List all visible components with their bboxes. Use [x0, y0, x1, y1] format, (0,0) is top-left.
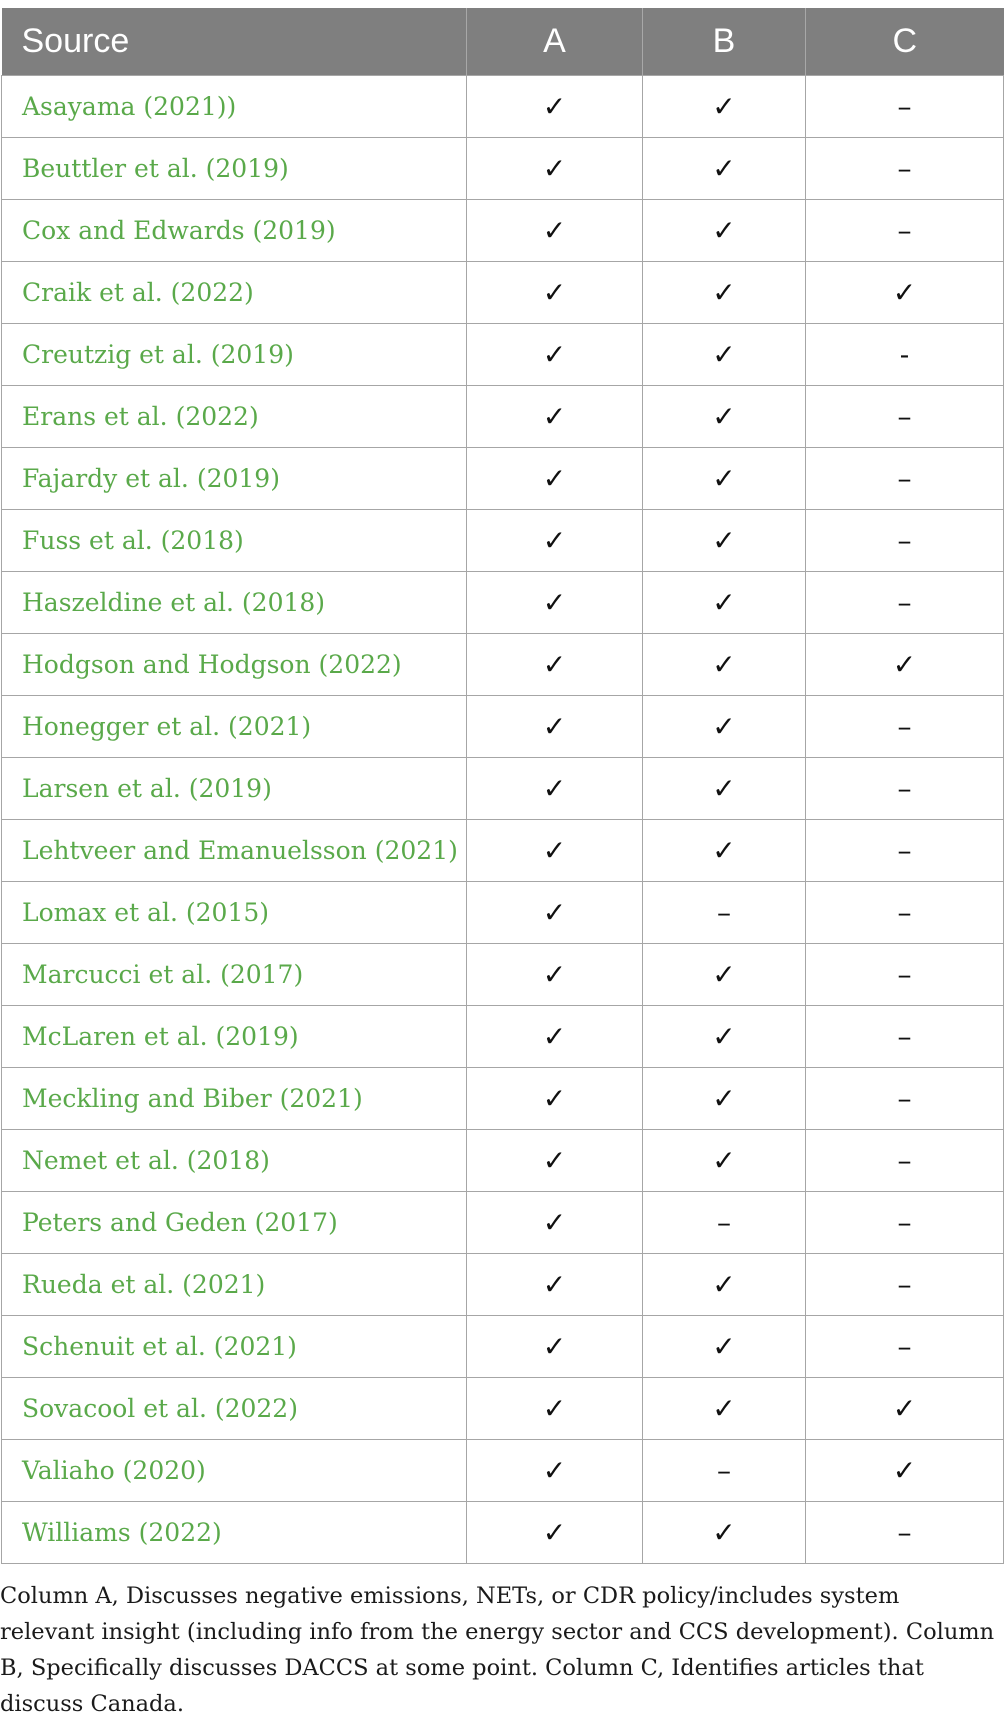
column-a-mark: ✓: [467, 696, 643, 758]
source-link[interactable]: Honegger et al. (2021): [2, 696, 467, 758]
column-b-mark: ✓: [643, 1502, 806, 1564]
source-link[interactable]: Larsen et al. (2019): [2, 758, 467, 820]
column-b-mark: ✓: [643, 1254, 806, 1316]
column-c-mark: ✓: [806, 262, 1004, 324]
column-a-mark: ✓: [467, 1502, 643, 1564]
column-c-mark: –: [806, 448, 1004, 510]
column-c-mark: –: [806, 1254, 1004, 1316]
column-a-mark: ✓: [467, 200, 643, 262]
column-a-mark: ✓: [467, 758, 643, 820]
column-a-mark: ✓: [467, 1192, 643, 1254]
table-row: [2, 882, 1004, 944]
column-c-mark: –: [806, 138, 1004, 200]
column-b-mark: ✓: [643, 138, 806, 200]
column-a-mark: ✓: [467, 572, 643, 634]
source-link[interactable]: Nemet et al. (2018): [2, 1130, 467, 1192]
column-c-mark: –: [806, 386, 1004, 448]
column-a-mark: ✓: [467, 634, 643, 696]
table-row: [2, 386, 1004, 448]
column-a-mark: ✓: [467, 820, 643, 882]
column-c-mark: ✓: [806, 1440, 1004, 1502]
column-b-mark: ✓: [643, 1068, 806, 1130]
table-row: [2, 1502, 1004, 1564]
table-row: [2, 324, 1004, 386]
column-a-mark: ✓: [467, 882, 643, 944]
source-link[interactable]: Creutzig et al. (2019): [2, 324, 467, 386]
table-header: [2, 8, 1004, 76]
column-c-mark: –: [806, 1006, 1004, 1068]
source-link[interactable]: Schenuit et al. (2021): [2, 1316, 467, 1378]
table-row: [2, 634, 1004, 696]
column-a-mark: ✓: [467, 1130, 643, 1192]
column-a-mark: ✓: [467, 1316, 643, 1378]
source-link[interactable]: Craik et al. (2022): [2, 262, 467, 324]
column-b-mark: ✓: [643, 200, 806, 262]
column-b-mark: –: [643, 1440, 806, 1502]
column-c-mark: –: [806, 1192, 1004, 1254]
table-row: [2, 944, 1004, 1006]
source-link[interactable]: Sovacool et al. (2022): [2, 1378, 467, 1440]
column-b-mark: ✓: [643, 758, 806, 820]
source-link[interactable]: Lomax et al. (2015): [2, 882, 467, 944]
source-link[interactable]: Valiaho (2020): [2, 1440, 467, 1502]
column-c-mark: –: [806, 944, 1004, 1006]
column-b-mark: ✓: [643, 572, 806, 634]
column-c-mark: –: [806, 572, 1004, 634]
source-link[interactable]: Haszeldine et al. (2018): [2, 572, 467, 634]
source-link[interactable]: Williams (2022): [2, 1502, 467, 1564]
header-b: B: [643, 8, 806, 76]
source-link[interactable]: McLaren et al. (2019): [2, 1006, 467, 1068]
column-b-mark: ✓: [643, 448, 806, 510]
column-b-mark: ✓: [643, 1006, 806, 1068]
table-row: [2, 1006, 1004, 1068]
table-row: [2, 1378, 1004, 1440]
source-link[interactable]: Meckling and Biber (2021): [2, 1068, 467, 1130]
column-b-mark: ✓: [643, 696, 806, 758]
column-c-mark: –: [806, 758, 1004, 820]
table-row: [2, 262, 1004, 324]
source-link[interactable]: Cox and Edwards (2019): [2, 200, 467, 262]
column-a-mark: ✓: [467, 1254, 643, 1316]
source-link[interactable]: Lehtveer and Emanuelsson (2021): [2, 820, 467, 882]
column-a-mark: ✓: [467, 510, 643, 572]
source-link[interactable]: Marcucci et al. (2017): [2, 944, 467, 1006]
column-b-mark: ✓: [643, 944, 806, 1006]
column-a-mark: ✓: [467, 944, 643, 1006]
table-row: [2, 138, 1004, 200]
column-a-mark: ✓: [467, 1006, 643, 1068]
sources-table: [1, 8, 1004, 1564]
column-b-mark: ✓: [643, 1378, 806, 1440]
column-a-mark: ✓: [467, 324, 643, 386]
table-row: [2, 200, 1004, 262]
column-c-mark: –: [806, 820, 1004, 882]
table-row: [2, 448, 1004, 510]
column-c-mark: –: [806, 1130, 1004, 1192]
header-c: C: [806, 8, 1004, 76]
source-link[interactable]: Fajardy et al. (2019): [2, 448, 467, 510]
column-a-mark: ✓: [467, 448, 643, 510]
header-a: A: [467, 8, 643, 76]
table-footnote: Column A, Discusses negative emissions, NETs, or CDR policy/includes system relevant insight (including info from the energy sector and CCS development). Column B, Specifically discusses DACCS at some point. Column C, Identifies articles that discuss Canada.: [0, 1583, 995, 1717]
source-link[interactable]: Asayama (2021)): [2, 76, 467, 138]
column-a-mark: ✓: [467, 76, 643, 138]
column-b-mark: ✓: [643, 634, 806, 696]
source-link[interactable]: Hodgson and Hodgson (2022): [2, 634, 467, 696]
table-row: [2, 1316, 1004, 1378]
table-row: [2, 510, 1004, 572]
column-c-mark: –: [806, 1068, 1004, 1130]
column-b-mark: ✓: [643, 1130, 806, 1192]
source-link[interactable]: Fuss et al. (2018): [2, 510, 467, 572]
column-a-mark: ✓: [467, 1440, 643, 1502]
table-row: [2, 1440, 1004, 1502]
table-row: [2, 820, 1004, 882]
table-row: [2, 1130, 1004, 1192]
column-c-mark: –: [806, 1316, 1004, 1378]
table-row: [2, 758, 1004, 820]
column-a-mark: ✓: [467, 1068, 643, 1130]
source-link[interactable]: Peters and Geden (2017): [2, 1192, 467, 1254]
column-c-mark: –: [806, 882, 1004, 944]
column-a-mark: ✓: [467, 262, 643, 324]
column-a-mark: ✓: [467, 138, 643, 200]
column-a-mark: ✓: [467, 1378, 643, 1440]
column-b-mark: ✓: [643, 510, 806, 572]
source-link[interactable]: Rueda et al. (2021): [2, 1254, 467, 1316]
table-row: [2, 1254, 1004, 1316]
column-c-mark: –: [806, 510, 1004, 572]
column-c-mark: –: [806, 1502, 1004, 1564]
table-row: [2, 696, 1004, 758]
column-b-mark: ✓: [643, 1316, 806, 1378]
column-b-mark: ✓: [643, 386, 806, 448]
column-b-mark: ✓: [643, 324, 806, 386]
column-b-mark: ✓: [643, 76, 806, 138]
table-row: [2, 572, 1004, 634]
column-b-mark: –: [643, 1192, 806, 1254]
column-b-mark: ✓: [643, 820, 806, 882]
column-b-mark: –: [643, 882, 806, 944]
column-b-mark: ✓: [643, 262, 806, 324]
column-c-mark: –: [806, 76, 1004, 138]
column-c-mark: –: [806, 200, 1004, 262]
table-row: [2, 76, 1004, 138]
table-body: [2, 76, 1004, 1564]
table-row: [2, 1068, 1004, 1130]
table-row: [2, 1192, 1004, 1254]
column-c-mark: -: [806, 324, 1004, 386]
column-c-mark: ✓: [806, 634, 1004, 696]
source-link[interactable]: Erans et al. (2022): [2, 386, 467, 448]
column-c-mark: –: [806, 696, 1004, 758]
column-a-mark: ✓: [467, 386, 643, 448]
source-link[interactable]: Beuttler et al. (2019): [2, 138, 467, 200]
header-source: Source: [2, 8, 467, 76]
column-c-mark: ✓: [806, 1378, 1004, 1440]
